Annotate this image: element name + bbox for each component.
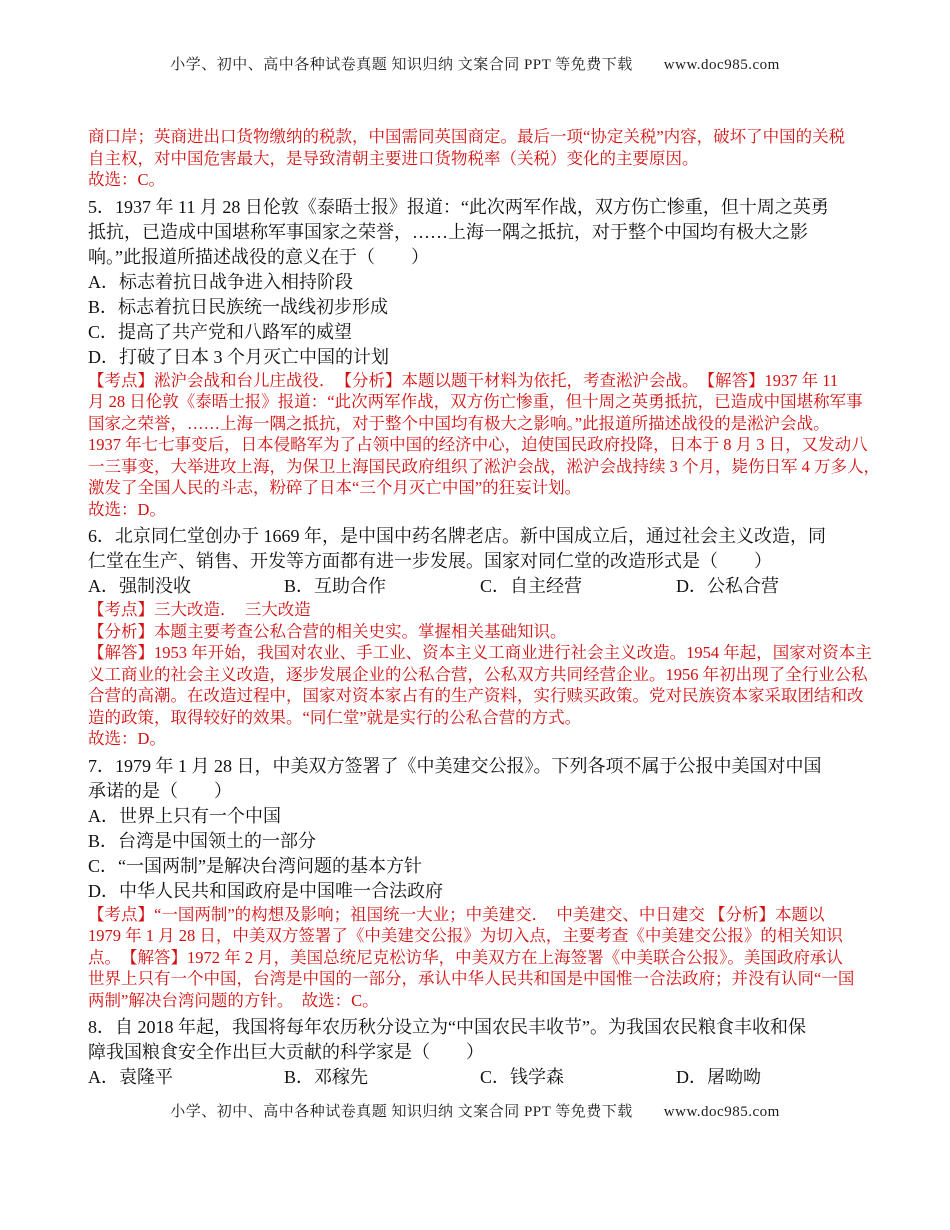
answer-analysis-line: 【考点】三大改造． 三大改造 bbox=[88, 600, 311, 619]
question-stem-line: 响。”此报道所描述战役的意义在于（ ） bbox=[88, 246, 429, 267]
answer-analysis-line: 激发了全国人民的斗志，粉碎了日本“三个月灭亡中国”的狂妄计划。 bbox=[88, 478, 582, 497]
option-line: D．打破了日本 3 个月灭亡中国的计划 bbox=[88, 346, 389, 367]
options-row-block bbox=[88, 574, 872, 599]
question-stem-line: 仁堂在生产、销售、开发等方面都有进一步发展。国家对同仁堂的改造形式是（ ） bbox=[88, 551, 772, 571]
answer-analysis-line: 【分析】本题主要考查公私合营的相关史实。掌握相关基础知识。 bbox=[88, 621, 567, 641]
question-stem-line: 8．自 2018 年起，我国将每年农历秋分设立为“中国农民丰收节”。为我国农民粮食丰收和保 bbox=[88, 1017, 806, 1037]
question-stem-line: 6．北京同仁堂创办于 1669 年，是中国中药名牌老店。新中国成立后，通过社会主义改造，同 bbox=[88, 526, 826, 546]
option-cell: B．邓稼先 bbox=[284, 1067, 369, 1087]
answer-analysis-line: 故选：D。 bbox=[88, 499, 166, 519]
answer-analysis-block bbox=[88, 904, 872, 1012]
option-line: B．台湾是中国领土的一部分 bbox=[88, 830, 317, 851]
option-cell: D．屠呦呦 bbox=[676, 1067, 761, 1087]
question-stem-line: 7．1979 年 1 月 28 日，中美双方签署了《中美建交公报》。下列各项不属于公报中美国对中国 bbox=[88, 755, 822, 776]
answer-analysis-line: 义工商业的社会主义改造，逐步发展企业的公私合营，公私双方共同经营企业。1956 年初出现了全行业公私 bbox=[88, 664, 868, 684]
option-line: B．标志着抗日民族统一战线初步形成 bbox=[88, 296, 389, 317]
option-line: C．提高了共产党和八路军的威望 bbox=[88, 321, 353, 342]
answer-analysis-line: 点。 【解答】1972 年 2 月，美国总统尼克松访华，中美双方在上海签署《中美联合公报》。美国政府承认 bbox=[88, 947, 843, 967]
options-row bbox=[88, 574, 872, 599]
option-list-block bbox=[88, 270, 872, 370]
page-header-watermark: 小学、初中、高中各种试卷真题 知识归纳 文案合同 PPT 等免费下载 www.doc985.com bbox=[170, 57, 780, 73]
question-stem-block bbox=[88, 524, 872, 574]
answer-analysis-block bbox=[88, 126, 872, 191]
answer-analysis-line: 世界上只有一个中国，台湾是中国的一部分，承认中华人民共和国是中国惟一合法政府；并没有认同“一国 bbox=[88, 969, 855, 988]
option-cell: B．互助合作 bbox=[284, 576, 387, 596]
answer-analysis-line: 商口岸；英商进出口货物缴纳的税款，中国需同英国商定。最后一项“协定关税”内容，破坏了中国的关税 bbox=[88, 127, 846, 146]
answer-analysis-line: 合营的高潮。在改造过程中，国家对资本家占有的生产资料，实行赎买政策。党对民族资本家采取团结和改 bbox=[88, 686, 864, 705]
question-stem-block bbox=[88, 754, 872, 804]
answer-analysis-line: 故选：D。 bbox=[88, 729, 166, 748]
answer-analysis-line: 一三事变，大举进攻上海，为保卫上海国民政府组织了淞沪会战，淞沪会战持续 3 个月，毙伤日军 4 万多人， bbox=[88, 456, 880, 476]
option-line: D．中华人民共和国政府是中国唯一合法政府 bbox=[88, 880, 443, 901]
answer-analysis-line: 造的政策，取得较好的效果。“同仁堂”就是实行的公私合营的方式。 bbox=[88, 707, 582, 727]
question-stem-block bbox=[88, 1015, 872, 1065]
option-line: A．世界上只有一个中国 bbox=[88, 805, 281, 826]
answer-analysis-block bbox=[88, 370, 880, 521]
question-stem-line: 承诺的是（ ） bbox=[88, 780, 232, 801]
question-stem-line: 5．1937 年 11 月 28 日伦敦《泰晤士报》报道：“此次两军作战，双方伤亡惨重，但十周之英勇 bbox=[88, 196, 829, 217]
answer-analysis-line: 两制”解决台湾问题的方针。 故选：C。 bbox=[88, 990, 379, 1010]
question-stem-block bbox=[88, 195, 872, 270]
question-stem-line: 障我国粮食安全作出巨大贡献的科学家是（ ） bbox=[88, 1042, 484, 1062]
answer-analysis-line: 【考点】“一国两制”的构想及影响；祖国统一大业；中美建交． 中美建交、中日建交 【分析】本题以 bbox=[88, 904, 825, 924]
answer-analysis-line: 1979 年 1 月 28 日，中美双方签署了《中美建交公报》为切入点，主要考查《中美建交公报》的相关知识 bbox=[88, 926, 843, 945]
options-row bbox=[88, 1065, 872, 1090]
exam-content bbox=[88, 126, 880, 1090]
option-line: A．标志着抗日战争进入相持阶段 bbox=[88, 271, 353, 292]
answer-analysis-block bbox=[88, 599, 872, 750]
answer-analysis-line: 月 28 日伦敦《泰晤士报》报道：“此次两军作战，双方伤亡惨重，但十周之英勇抵抗，已造成中国堪称军事 bbox=[88, 392, 863, 411]
option-cell: C．自主经营 bbox=[480, 576, 583, 596]
option-cell: D．公私合营 bbox=[676, 576, 779, 596]
option-list-block bbox=[88, 804, 872, 904]
answer-analysis-line: 故选：C。 bbox=[88, 170, 166, 189]
option-cell: C．钱学森 bbox=[480, 1067, 565, 1087]
option-cell: A．袁隆平 bbox=[88, 1067, 173, 1087]
answer-analysis-line: 1937 年七七事变后，日本侵略军为了占领中国的经济中心，迫使国民政府投降，日本于 8 月 3 日，又发动八 bbox=[88, 435, 868, 454]
options-row-block bbox=[88, 1065, 872, 1090]
option-line: C．“一国两制”是解决台湾问题的基本方针 bbox=[88, 855, 422, 876]
answer-analysis-line: 自主权，对中国危害最大，是导致清朝主要进口货物税率（关税）变化的主要原因。 bbox=[88, 148, 699, 168]
option-cell: A．强制没收 bbox=[88, 576, 191, 596]
answer-analysis-line: 国家之荣誉，……上海一隅之抵抗，对于整个中国均有极大之影响。”此报道所描述战役的是淞沪会战。 bbox=[88, 413, 830, 433]
page-footer-watermark: 小学、初中、高中各种试卷真题 知识归纳 文案合同 PPT 等免费下载 www.doc985.com bbox=[170, 1104, 780, 1120]
answer-analysis-line: 【解答】1953 年开始，我国对农业、手工业、资本主义工商业进行社会主义改造。1954 年起，国家对资本主 bbox=[88, 643, 872, 662]
answer-analysis-line: 【考点】淞沪会战和台儿庄战役． 【分析】本题以题干材料为依托，考查淞沪会战。 【解答】1937 年 11 bbox=[88, 370, 839, 390]
question-stem-line: 抵抗，已造成中国堪称军事国家之荣誉，……上海一隅之抵抗，对于整个中国均有极大之影 bbox=[88, 221, 808, 242]
